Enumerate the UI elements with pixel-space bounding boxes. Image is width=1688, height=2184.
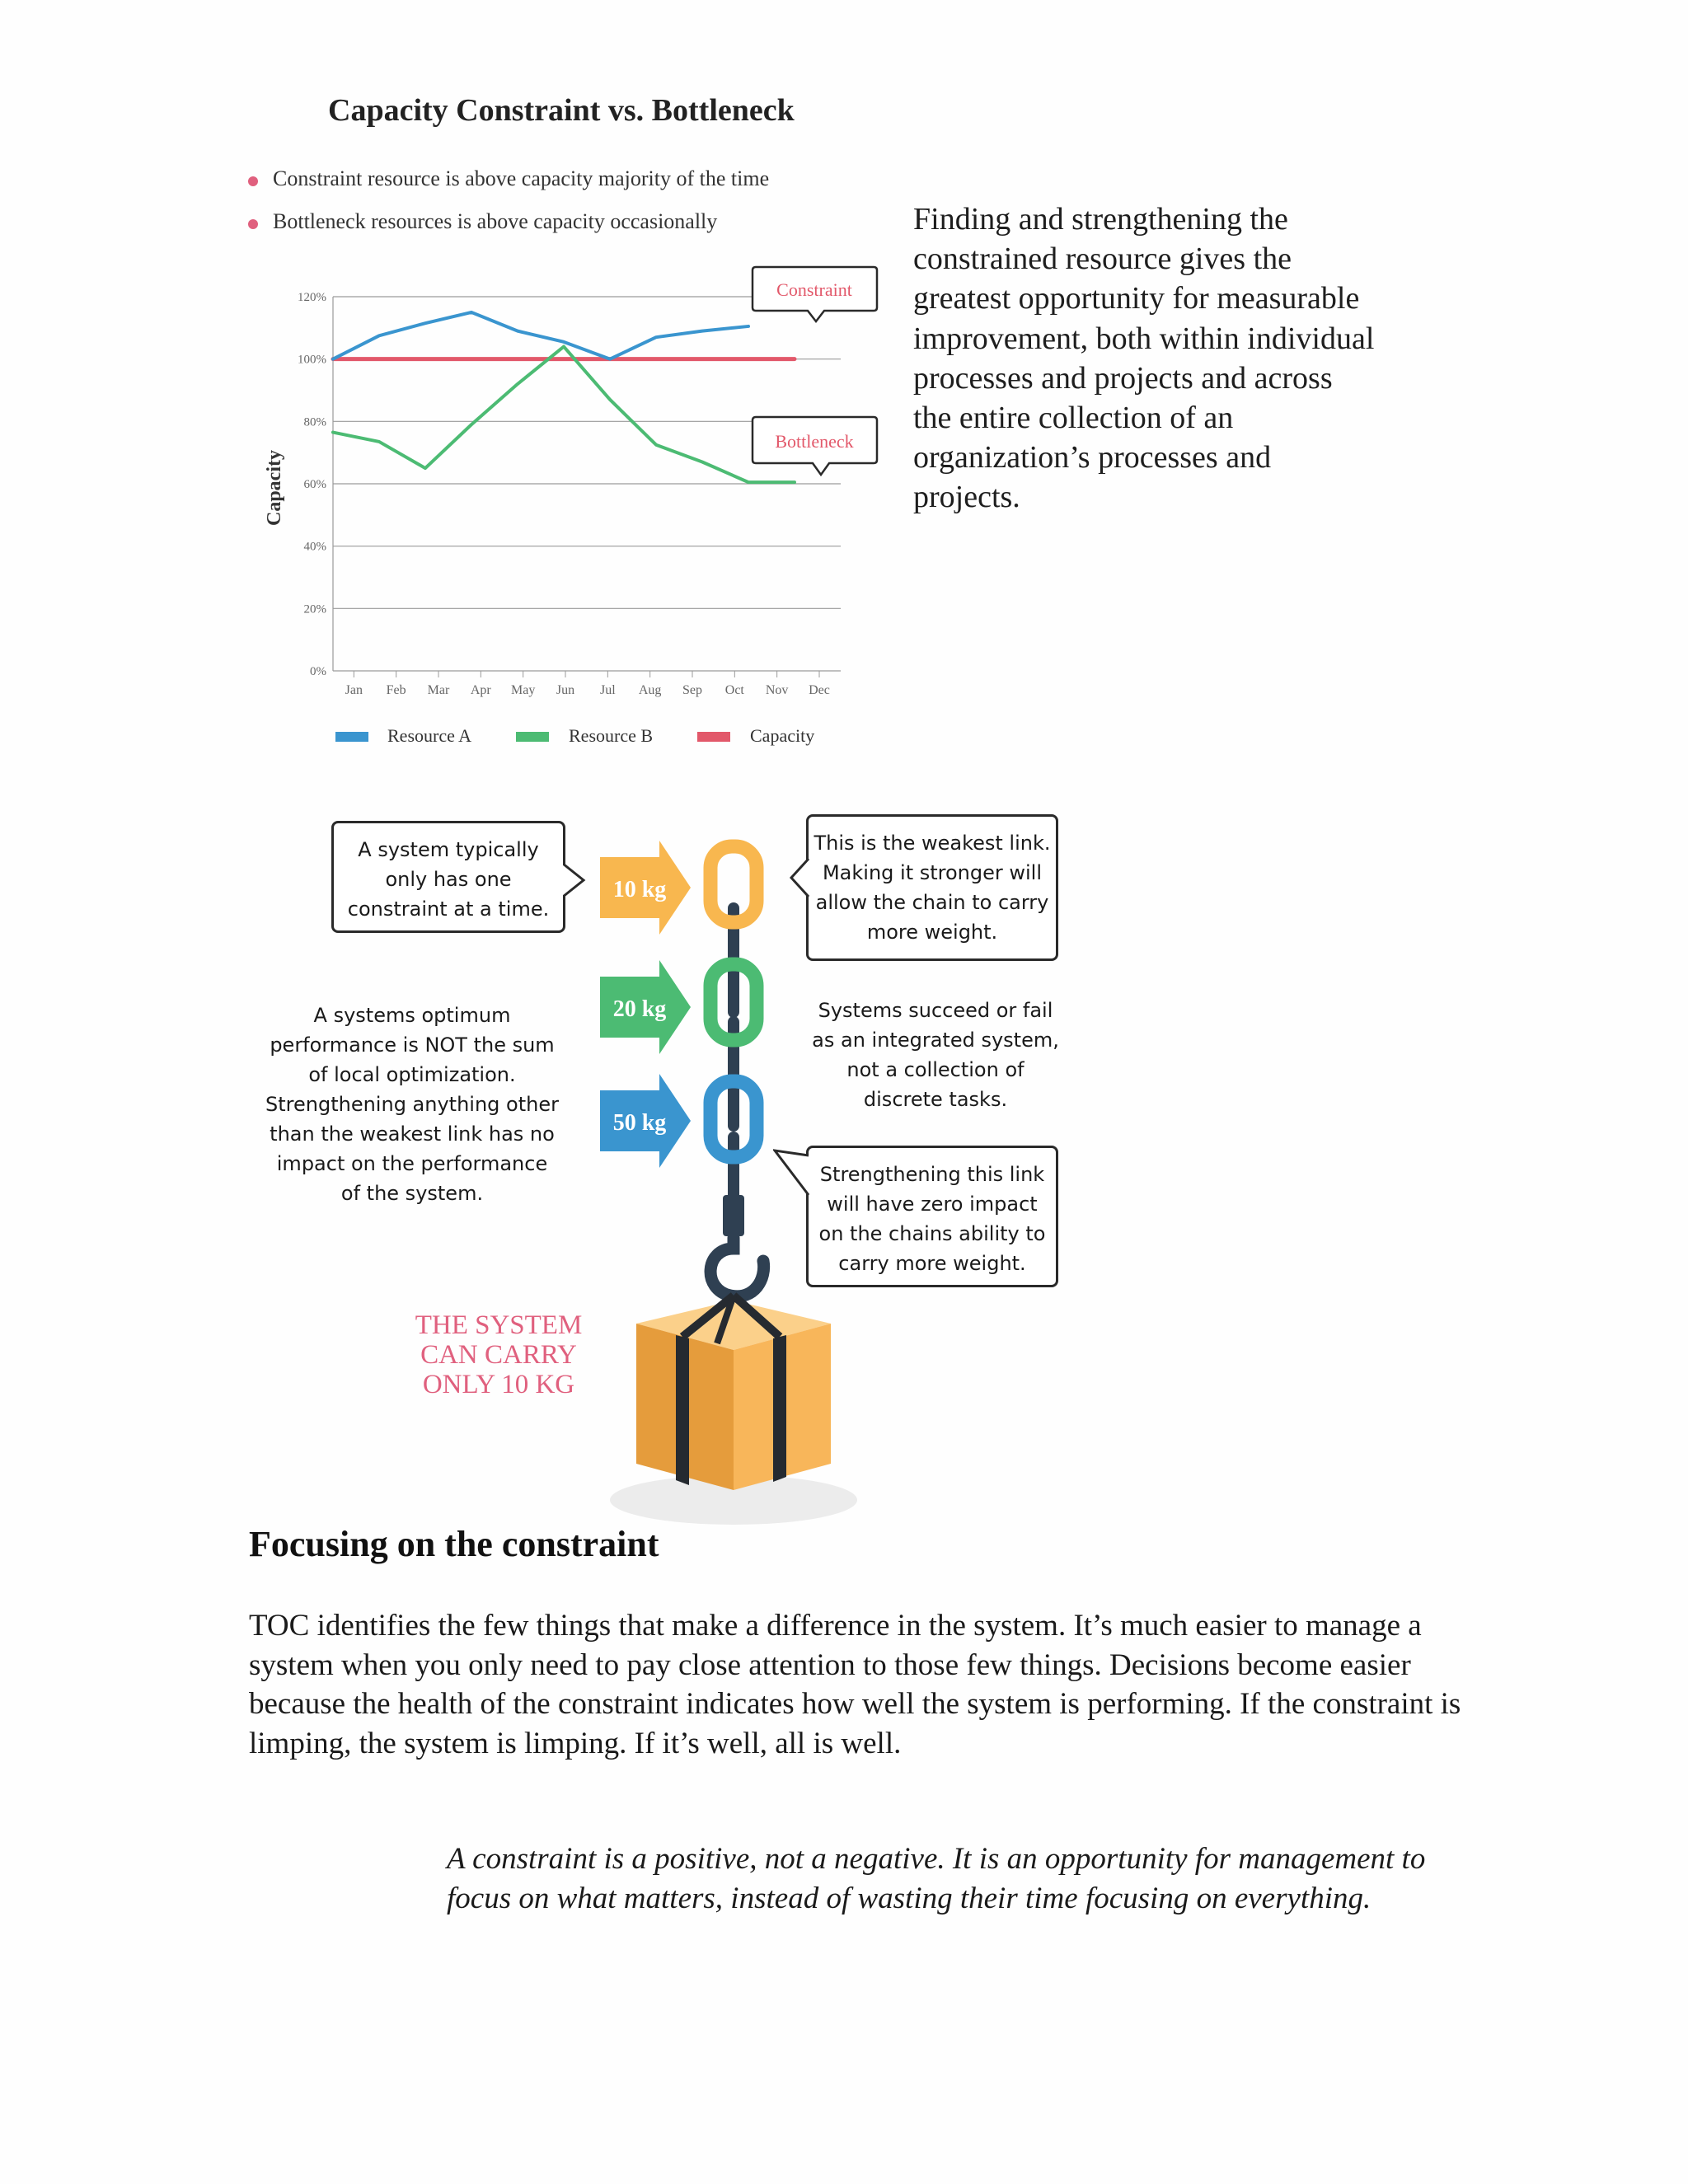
bottleneck-label: Bottleneck [775,431,854,452]
arrow-50kg [600,1074,691,1168]
x-tick-labels [345,671,830,697]
callout-one-constraint-text: A system typically only has one constraint at a time. [347,838,550,921]
y-tick-100pct: 100% [298,353,326,367]
x-tick-oct: Oct [724,683,744,697]
bottleneck-callout [753,417,877,475]
callout-zero-impact-pointer [773,1149,809,1198]
y-tick-80pct: 80% [303,415,326,429]
series-line-resource-a [333,312,748,359]
side-paragraph: Finding and strengthening the constrained resource gives the greatest opportunity for measurable improvement, both within individual processes and projects and across the entire collection of an organization’s processes and projects. [913,202,1375,515]
callout-weakest-link [806,814,1058,961]
callout-weakest-link-pointer [790,857,809,898]
arrow-label-50kg: 50 kg [612,1110,667,1136]
x-tick-feb: Feb [386,683,406,697]
note-systems-optimum: A systems optimum performance is NOT the sum of local optimization. Strengthening anything other than the weakest link has no impact on the performance of the system. [265,1004,559,1205]
section-quote: A constraint is a positive, not a negative. It is an opportunity for management to focus on what matters, instead of wasting their time focusing on everything. [447,1842,1426,1915]
x-tick-jul: Jul [599,683,616,697]
chart-legend [335,725,814,746]
arrow-label-20kg: 20 kg [612,996,667,1022]
legend-swatch-resource-a [335,732,368,742]
arrow-label-10kg: 10 kg [612,877,667,902]
hook-icon [710,1238,764,1296]
arrow-20kg [600,960,691,1054]
constraint-callout [753,267,877,321]
note-integrated-system: Systems succeed or fail as an integrated system, not a collection of discrete tasks. [812,999,1059,1111]
x-tick-dec: Dec [809,683,830,697]
cargo-box-icon [636,1296,831,1490]
y-tick-20pct: 20% [303,602,326,616]
y-tick-120pct: 120% [298,291,326,304]
capacity-line-chart [247,264,907,758]
callout-zero-impact-text: Strengthening this link will have zero impact on the chains ability to carry more weight. [818,1163,1046,1275]
x-tick-may: May [511,683,536,697]
legend-swatch-capacity [697,732,730,742]
x-tick-aug: Aug [638,683,662,697]
y-tick-60pct: 60% [303,478,326,491]
y-tick-0pct: 0% [310,665,326,678]
callout-weakest-link-text: This is the weakest link. Making it stronger will allow the chain to carry more weight. [814,832,1051,944]
y-tick-labels [298,291,326,678]
hook-shank [723,1195,744,1236]
bullet-constraint: Constraint resource is above capacity majority of the time [273,166,770,190]
series-line-resource-b [333,347,795,483]
bullet-bottleneck: Bottleneck resources is above capacity occasionally [273,209,718,233]
x-tick-jan: Jan [345,683,363,697]
callout-zero-impact [806,1146,1058,1287]
system-carry-label: THE SYSTEM CAN CARRY ONLY 10 KG [415,1310,583,1399]
y-tick-40pct: 40% [303,540,326,554]
series-lines [333,312,795,482]
y-axis-label: Capacity [264,450,285,526]
section-heading: Focusing on the constraint [249,1524,659,1564]
x-tick-jun: Jun [556,683,575,697]
x-tick-apr: Apr [470,683,491,697]
x-tick-nov: Nov [765,683,789,697]
section-paragraph: TOC identifies the few things that make a difference in the system. It’s much easier to manage a system when you only need to pay close attention to those few things. Decisions become easier because the health of the constraint indicates how well the system is performing. If the constraint is limping, the system is limping. If it’s well, all is well. [249,1609,1461,1760]
callout-one-constraint [331,821,565,933]
constraint-label: Constraint [776,279,852,300]
x-tick-mar: Mar [427,683,450,697]
legend-capacity: Capacity [750,725,815,746]
legend-resource-b: Resource B [569,725,654,746]
x-tick-sep: Sep [682,683,702,697]
chart-title: Capacity Constraint vs. Bottleneck [328,93,795,128]
legend-swatch-resource-b [516,732,549,742]
legend-resource-a: Resource A [387,725,472,746]
callout-one-constraint-pointer [563,862,586,898]
arrow-10kg [600,841,691,935]
